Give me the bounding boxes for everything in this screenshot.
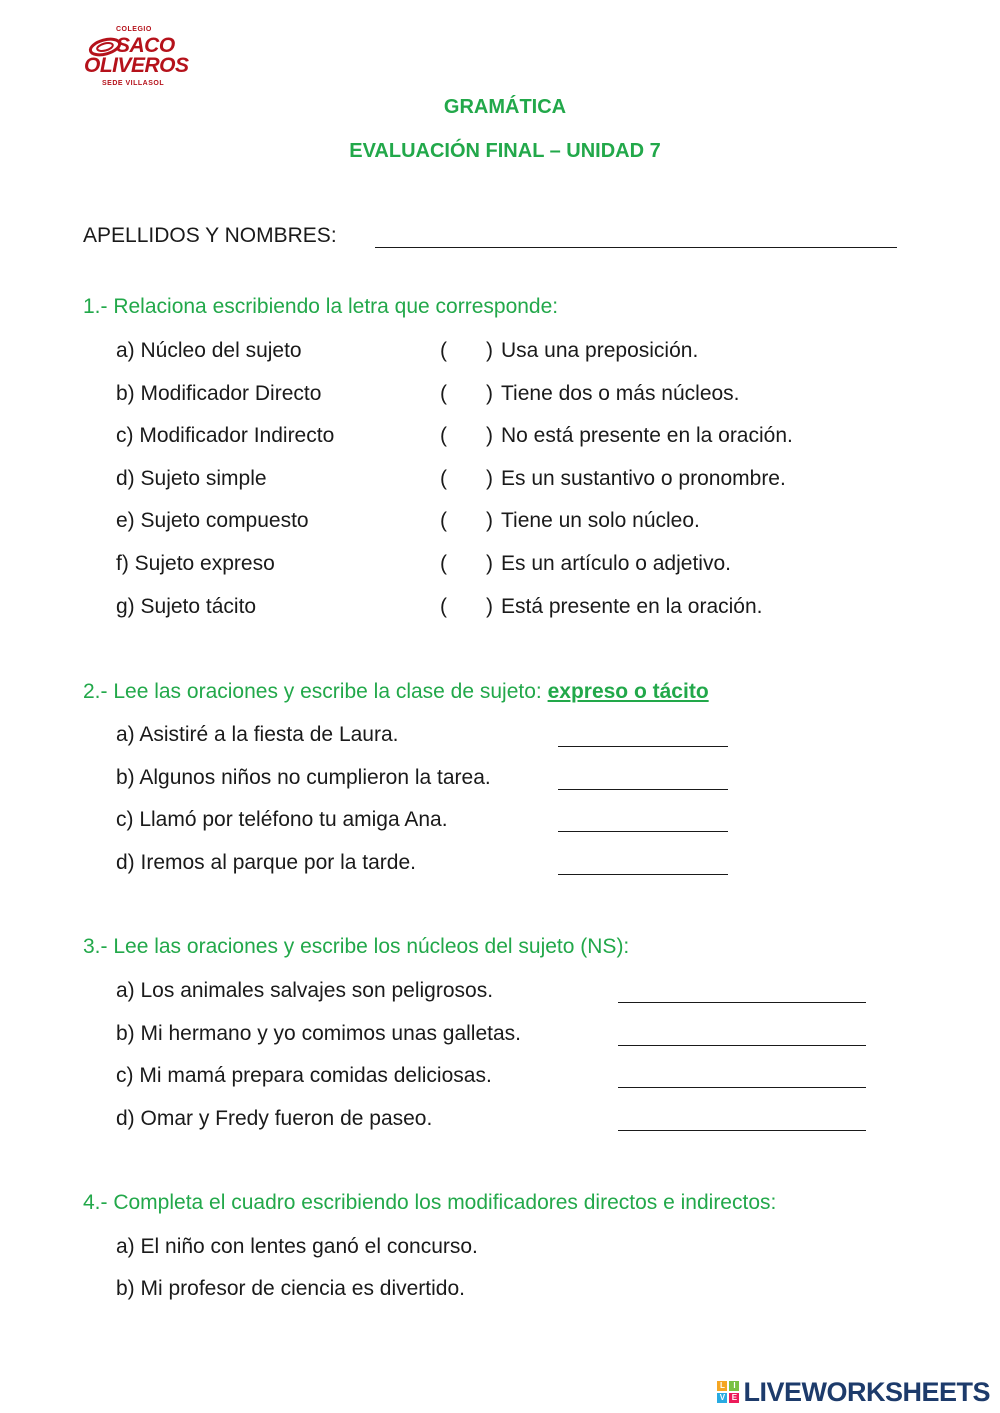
q1-answer-box[interactable]: ( ) bbox=[440, 424, 493, 448]
q3-answer-blank[interactable] bbox=[618, 1002, 866, 1003]
q4-item: a) El niño con lentes ganó el concurso. bbox=[116, 1235, 478, 1258]
q1-answer-box[interactable]: ( ) bbox=[440, 509, 493, 533]
q1-answer-box[interactable]: ( ) bbox=[440, 552, 493, 575]
q3-item: b) Mi hermano y yo comimos unas galletas. bbox=[116, 1021, 521, 1045]
q3-item: d) Omar y Fredy fueron de paseo. bbox=[116, 1106, 433, 1130]
lw-block: I bbox=[729, 1381, 739, 1391]
logo-oliveros: OLIVEROS bbox=[84, 54, 189, 77]
q3-item: c) Mi mamá prepara comidas deliciosas. bbox=[116, 1064, 492, 1088]
q1-right-item: Tiene dos o más núcleos. bbox=[501, 381, 740, 405]
q2-heading-emphasis: expreso o tácito bbox=[547, 680, 709, 703]
q2-answer-blank[interactable] bbox=[558, 746, 728, 747]
lw-block: E bbox=[729, 1393, 739, 1403]
q1-left-item: d) Sujeto simple bbox=[116, 466, 267, 490]
liveworksheets-text: LIVEWORKSHEETS bbox=[743, 1376, 990, 1407]
logo-sede: SEDE VILLASOL bbox=[102, 80, 165, 87]
q1-heading: 1.- Relaciona escribiendo la letra que corresponde: bbox=[83, 295, 559, 318]
q3-answer-blank[interactable] bbox=[618, 1087, 866, 1088]
q1-answer-box[interactable]: ( ) bbox=[440, 381, 493, 405]
q1-left-item: a) Núcleo del sujeto bbox=[116, 339, 302, 362]
q2-answer-blank[interactable] bbox=[558, 831, 728, 832]
q1-right-item: No está presente en la oración. bbox=[501, 424, 793, 448]
page-title: GRAMÁTICA bbox=[443, 96, 567, 118]
q2-answer-blank[interactable] bbox=[558, 874, 728, 875]
school-logo bbox=[78, 26, 198, 92]
page-subtitle: EVALUACIÓN FINAL – UNIDAD 7 bbox=[349, 140, 661, 162]
q4-item: b) Mi profesor de ciencia es divertido. bbox=[116, 1277, 465, 1300]
q1-left-item: c) Modificador Indirecto bbox=[116, 424, 335, 448]
q2-answer-blank[interactable] bbox=[558, 789, 728, 790]
q3-heading: 3.- Lee las oraciones y escribe los núcleos del sujeto (NS): bbox=[83, 935, 630, 958]
q2-heading bbox=[83, 680, 709, 704]
lw-block: V bbox=[717, 1393, 727, 1403]
q1-left-item: f) Sujeto expreso bbox=[116, 552, 275, 575]
name-label: APELLIDOS Y NOMBRES: bbox=[83, 224, 337, 247]
q2-item: a) Asistiré a la fiesta de Laura. bbox=[116, 723, 399, 746]
q2-heading-text: 2.- Lee las oraciones y escribe la clase de sujeto: bbox=[83, 680, 548, 703]
q3-item: a) Los animales salvajes son peligrosos. bbox=[116, 979, 494, 1002]
q1-left-item: b) Modificador Directo bbox=[116, 381, 322, 405]
logo-colegio: COLEGIO bbox=[116, 26, 152, 33]
q2-item: d) Iremos al parque por la tarde. bbox=[116, 850, 416, 874]
q1-right-item: Está presente en la oración. bbox=[501, 594, 763, 618]
logo-saco: SACO bbox=[116, 34, 175, 57]
q1-left-item: g) Sujeto tácito bbox=[116, 594, 257, 618]
q1-answer-box[interactable]: ( ) bbox=[440, 594, 493, 618]
lw-block: L bbox=[717, 1381, 727, 1391]
q3-answer-blank[interactable] bbox=[618, 1130, 866, 1131]
q1-right-item: Usa una preposición. bbox=[501, 339, 699, 362]
q2-item: c) Llamó por teléfono tu amiga Ana. bbox=[116, 808, 448, 832]
liveworksheets-logo bbox=[717, 1378, 990, 1406]
q1-left-item: e) Sujeto compuesto bbox=[116, 509, 309, 533]
q4-heading: 4.- Completa el cuadro escribiendo los modificadores directos e indirectos: bbox=[83, 1191, 777, 1214]
liveworksheets-blocks-icon bbox=[717, 1381, 739, 1403]
q3-answer-blank[interactable] bbox=[618, 1045, 866, 1046]
q1-right-item: Tiene un solo núcleo. bbox=[501, 509, 700, 533]
name-field[interactable] bbox=[375, 247, 897, 248]
q1-answer-box[interactable]: ( ) bbox=[440, 339, 493, 362]
q2-item: b) Algunos niños no cumplieron la tarea. bbox=[116, 765, 491, 789]
q1-right-item: Es un sustantivo o pronombre. bbox=[501, 466, 786, 490]
q1-right-item: Es un artículo o adjetivo. bbox=[501, 552, 731, 575]
q1-answer-box[interactable]: ( ) bbox=[440, 466, 493, 490]
